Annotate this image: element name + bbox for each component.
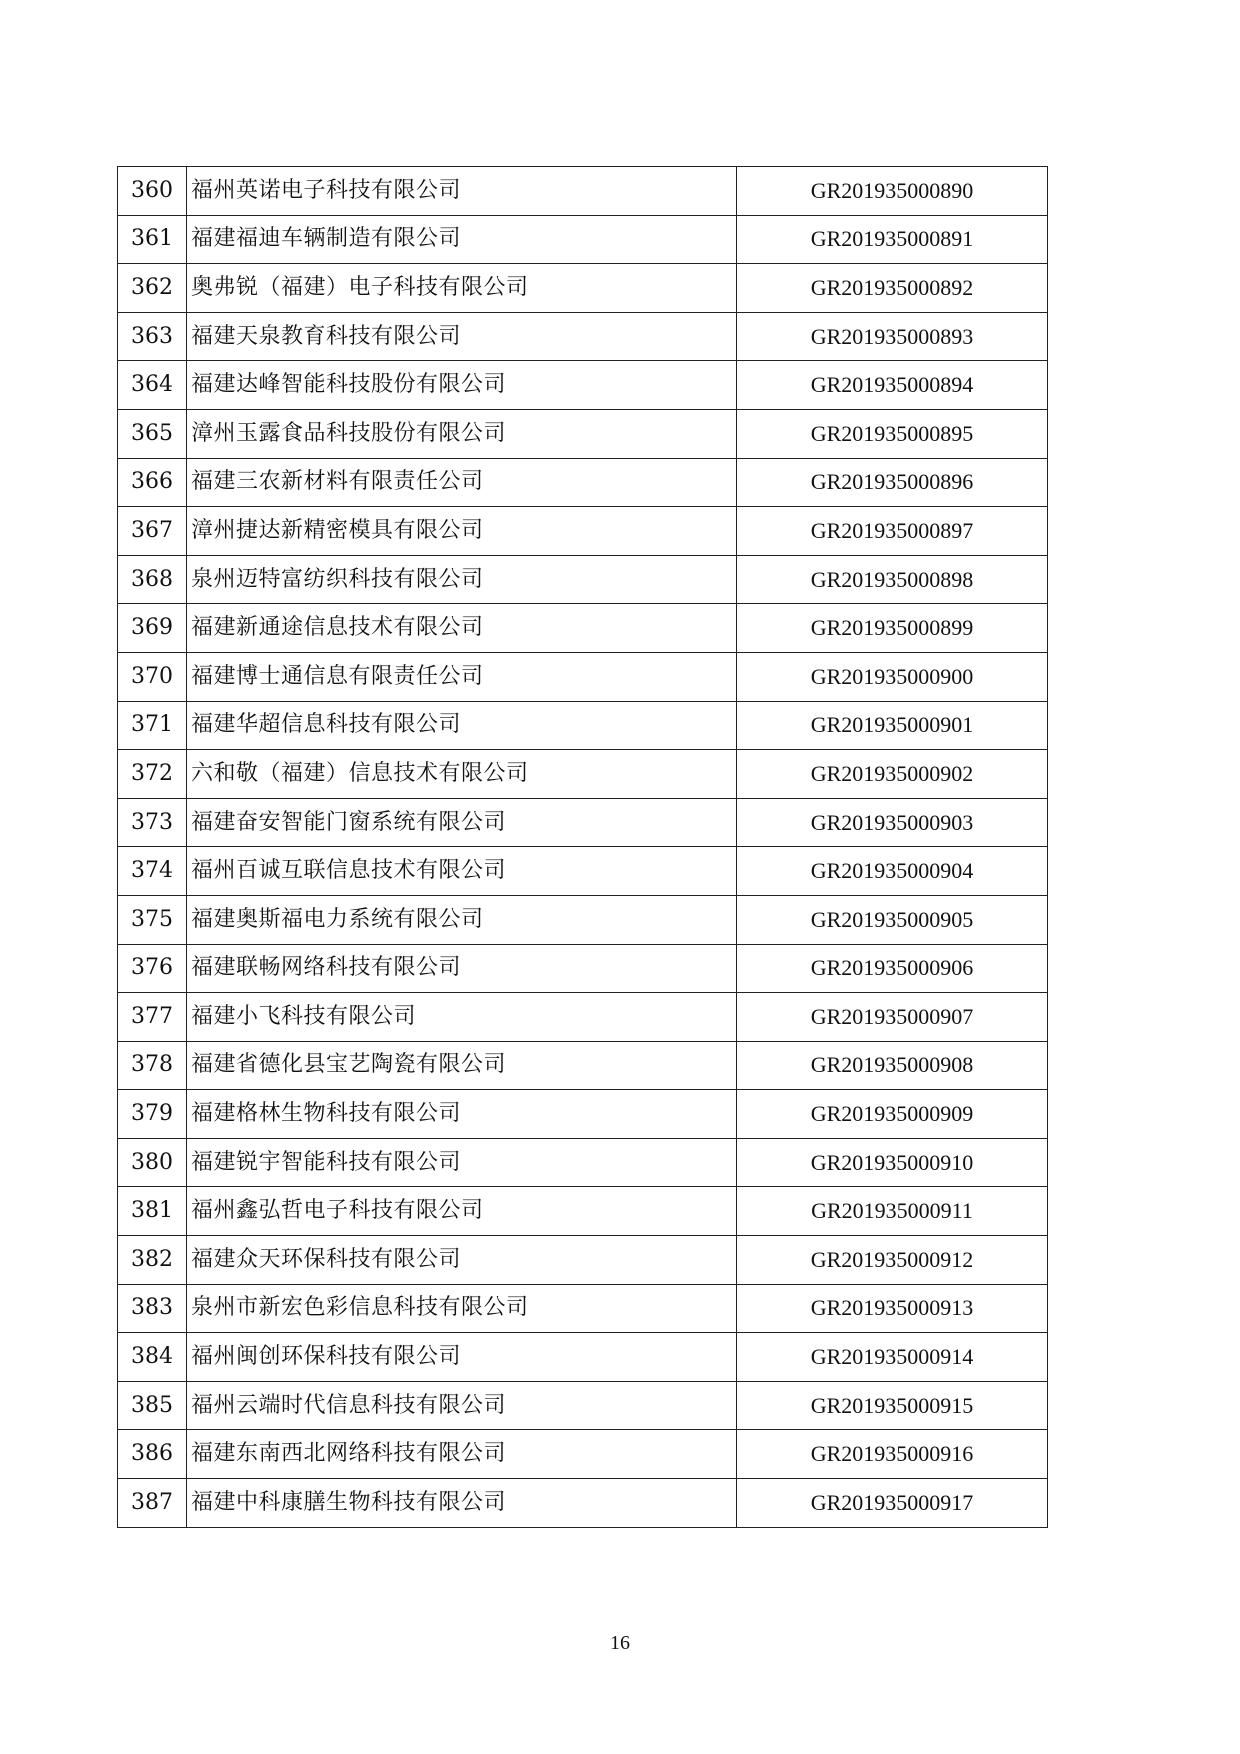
table-row	[118, 1187, 1048, 1236]
certificate-code-cell: GR201935000903	[737, 798, 1048, 847]
company-name-cell: 福建格林生物科技有限公司	[187, 1090, 737, 1139]
company-name-cell: 泉州市新宏色彩信息科技有限公司	[187, 1284, 737, 1333]
table-row	[118, 847, 1048, 896]
row-number-cell: 369	[118, 604, 187, 653]
row-number-cell: 384	[118, 1333, 187, 1382]
certificate-code-cell: GR201935000902	[737, 750, 1048, 799]
row-number-cell: 383	[118, 1284, 187, 1333]
certificate-code-cell: GR201935000911	[737, 1187, 1048, 1236]
company-name-cell: 福建联畅网络科技有限公司	[187, 944, 737, 993]
certificate-code-cell: GR201935000917	[737, 1479, 1048, 1528]
page-number: 16	[610, 1632, 630, 1654]
table-row	[118, 264, 1048, 313]
row-number-cell: 375	[118, 895, 187, 944]
company-name-cell: 福建奋安智能门窗系统有限公司	[187, 798, 737, 847]
table-row	[118, 1381, 1048, 1430]
table-row	[118, 993, 1048, 1042]
company-name-cell: 福建小飞科技有限公司	[187, 993, 737, 1042]
table-row	[118, 1430, 1048, 1479]
company-name-cell: 福建天泉教育科技有限公司	[187, 312, 737, 361]
table-row	[118, 701, 1048, 750]
row-number-cell: 378	[118, 1041, 187, 1090]
table-row	[118, 167, 1048, 216]
company-name-cell: 福建福迪车辆制造有限公司	[187, 215, 737, 264]
company-table	[117, 166, 1048, 1528]
company-name-cell: 福建华超信息科技有限公司	[187, 701, 737, 750]
company-name-cell: 福建中科康膳生物科技有限公司	[187, 1479, 737, 1528]
company-name-cell: 漳州捷达新精密模具有限公司	[187, 507, 737, 556]
row-number-cell: 376	[118, 944, 187, 993]
company-name-cell: 福建锐宇智能科技有限公司	[187, 1138, 737, 1187]
table-row	[118, 1138, 1048, 1187]
company-name-cell: 奥弗锐（福建）电子科技有限公司	[187, 264, 737, 313]
certificate-code-cell: GR201935000900	[737, 652, 1048, 701]
row-number-cell: 372	[118, 750, 187, 799]
row-number-cell: 380	[118, 1138, 187, 1187]
certificate-code-cell: GR201935000892	[737, 264, 1048, 313]
table-row	[118, 1284, 1048, 1333]
company-name-cell: 福建三农新材料有限责任公司	[187, 458, 737, 507]
table-row	[118, 555, 1048, 604]
table-row	[118, 215, 1048, 264]
row-number-cell: 381	[118, 1187, 187, 1236]
table-row	[118, 312, 1048, 361]
certificate-code-cell: GR201935000907	[737, 993, 1048, 1042]
certificate-code-cell: GR201935000901	[737, 701, 1048, 750]
row-number-cell: 360	[118, 167, 187, 216]
company-name-cell: 福建众天环保科技有限公司	[187, 1236, 737, 1285]
row-number-cell: 362	[118, 264, 187, 313]
certificate-code-cell: GR201935000898	[737, 555, 1048, 604]
company-name-cell: 泉州迈特富纺织科技有限公司	[187, 555, 737, 604]
row-number-cell: 365	[118, 409, 187, 458]
row-number-cell: 364	[118, 361, 187, 410]
company-table-body	[118, 167, 1048, 1528]
table-row	[118, 507, 1048, 556]
certificate-code-cell: GR201935000912	[737, 1236, 1048, 1285]
row-number-cell: 371	[118, 701, 187, 750]
certificate-code-cell: GR201935000905	[737, 895, 1048, 944]
company-name-cell: 福建奥斯福电力系统有限公司	[187, 895, 737, 944]
row-number-cell: 386	[118, 1430, 187, 1479]
row-number-cell: 367	[118, 507, 187, 556]
company-name-cell: 六和敬（福建）信息技术有限公司	[187, 750, 737, 799]
row-number-cell: 368	[118, 555, 187, 604]
row-number-cell: 385	[118, 1381, 187, 1430]
company-name-cell: 福建省德化县宝艺陶瓷有限公司	[187, 1041, 737, 1090]
certificate-code-cell: GR201935000899	[737, 604, 1048, 653]
certificate-code-cell: GR201935000897	[737, 507, 1048, 556]
table-row	[118, 652, 1048, 701]
company-name-cell: 福建东南西北网络科技有限公司	[187, 1430, 737, 1479]
row-number-cell: 377	[118, 993, 187, 1042]
certificate-code-cell: GR201935000904	[737, 847, 1048, 896]
table-row	[118, 895, 1048, 944]
certificate-code-cell: GR201935000908	[737, 1041, 1048, 1090]
row-number-cell: 373	[118, 798, 187, 847]
row-number-cell: 387	[118, 1479, 187, 1528]
row-number-cell: 374	[118, 847, 187, 896]
table-row	[118, 361, 1048, 410]
row-number-cell: 382	[118, 1236, 187, 1285]
certificate-code-cell: GR201935000891	[737, 215, 1048, 264]
table-row	[118, 1479, 1048, 1528]
table-row	[118, 604, 1048, 653]
certificate-code-cell: GR201935000906	[737, 944, 1048, 993]
company-name-cell: 福建新通途信息技术有限公司	[187, 604, 737, 653]
company-name-cell: 福建达峰智能科技股份有限公司	[187, 361, 737, 410]
certificate-code-cell: GR201935000915	[737, 1381, 1048, 1430]
row-number-cell: 363	[118, 312, 187, 361]
certificate-code-cell: GR201935000914	[737, 1333, 1048, 1382]
row-number-cell: 370	[118, 652, 187, 701]
row-number-cell: 379	[118, 1090, 187, 1139]
table-row	[118, 1236, 1048, 1285]
company-name-cell: 福州鑫弘哲电子科技有限公司	[187, 1187, 737, 1236]
company-name-cell: 福建博士通信息有限责任公司	[187, 652, 737, 701]
table-row	[118, 409, 1048, 458]
table-row	[118, 1041, 1048, 1090]
row-number-cell: 361	[118, 215, 187, 264]
company-name-cell: 福州闽创环保科技有限公司	[187, 1333, 737, 1382]
certificate-code-cell: GR201935000913	[737, 1284, 1048, 1333]
certificate-code-cell: GR201935000916	[737, 1430, 1048, 1479]
company-name-cell: 福州云端时代信息科技有限公司	[187, 1381, 737, 1430]
table-row	[118, 1090, 1048, 1139]
table-row	[118, 750, 1048, 799]
certificate-code-cell: GR201935000894	[737, 361, 1048, 410]
company-name-cell: 福州百诚互联信息技术有限公司	[187, 847, 737, 896]
certificate-code-cell: GR201935000893	[737, 312, 1048, 361]
certificate-code-cell: GR201935000895	[737, 409, 1048, 458]
certificate-code-cell: GR201935000910	[737, 1138, 1048, 1187]
table-row	[118, 944, 1048, 993]
row-number-cell: 366	[118, 458, 187, 507]
certificate-code-cell: GR201935000896	[737, 458, 1048, 507]
table-row	[118, 458, 1048, 507]
certificate-code-cell: GR201935000890	[737, 167, 1048, 216]
company-name-cell: 福州英诺电子科技有限公司	[187, 167, 737, 216]
company-name-cell: 漳州玉露食品科技股份有限公司	[187, 409, 737, 458]
table-row	[118, 798, 1048, 847]
certificate-code-cell: GR201935000909	[737, 1090, 1048, 1139]
table-row	[118, 1333, 1048, 1382]
